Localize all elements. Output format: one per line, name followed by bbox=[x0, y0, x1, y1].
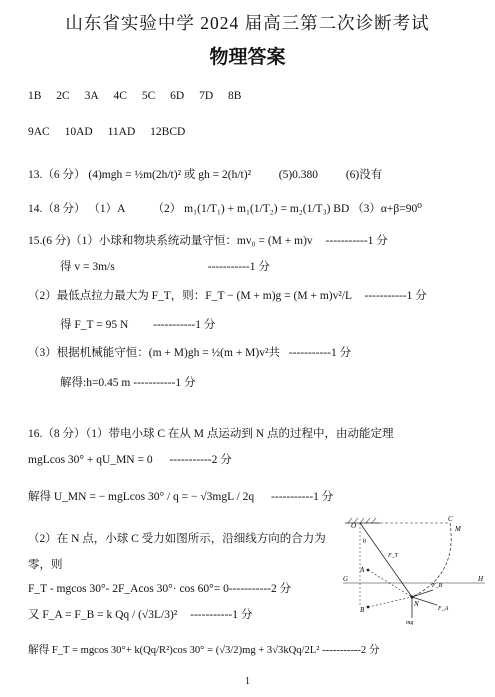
q14-label: 14.（8 分） bbox=[28, 203, 86, 215]
label-H: H bbox=[478, 575, 484, 583]
q16-line-6: F_T - mgcos 30°- 2F_Acos 30°· cos 60°= 0-----------2 分 bbox=[28, 583, 292, 595]
q16-line-1: 16.（8 分）（1）带电小球 C 在从 M 点运动到 N 点的过程中，由动能定理 bbox=[28, 428, 394, 440]
score-mark: -----------1 分 bbox=[288, 347, 352, 359]
score-mark: -----------2 分 bbox=[322, 645, 380, 656]
score-mark: -----------1 分 bbox=[271, 491, 334, 503]
label-C: C bbox=[448, 515, 453, 523]
answer-item: 11AD bbox=[107, 126, 136, 138]
label-A: A bbox=[360, 566, 365, 574]
label-mg: mg bbox=[406, 620, 414, 625]
label-theta: θ bbox=[363, 539, 366, 545]
label-O: O bbox=[351, 522, 357, 530]
q16-line-4: （2）在 N 点，小球 C 受力如图所示，沿细线方向的合力为 bbox=[28, 533, 326, 545]
q14-part3: （3）α+β=90⁰ bbox=[352, 203, 422, 215]
q15-line-2 bbox=[60, 258, 270, 274]
label-FB: F_B bbox=[432, 583, 443, 589]
label-G: G bbox=[343, 575, 349, 583]
q13-label: 13.（6 分） bbox=[28, 169, 86, 181]
q16-line-7 bbox=[28, 606, 252, 622]
q16-line-5: 零，则 bbox=[28, 559, 63, 571]
answer-item: 3A bbox=[84, 90, 99, 102]
score-mark: -----------1 分 bbox=[325, 235, 388, 247]
q15-line-5 bbox=[28, 344, 351, 360]
answer-item: 4C bbox=[113, 90, 127, 102]
answer-item: 8B bbox=[228, 90, 242, 102]
answer-item: 2C bbox=[56, 90, 70, 102]
answer-item: 5C bbox=[141, 90, 156, 102]
q15-line-6: 解得:h=0.45 m -----------1 分 bbox=[60, 377, 196, 389]
single-choice-answers bbox=[28, 90, 253, 102]
label-FT: F_T bbox=[388, 553, 399, 559]
q13-part5: (5)0.380 bbox=[278, 169, 319, 181]
q13-line bbox=[28, 166, 382, 182]
label-N: N bbox=[414, 600, 419, 608]
q16-text: mgLcos 30° + qU_MN = 0 bbox=[28, 454, 153, 466]
q16-line-2 bbox=[28, 451, 232, 467]
q15-line-1 bbox=[28, 232, 388, 248]
q15-text: 15.(6 分)（1）小球和物块系统动量守恒：mv₀ = (M + m)v bbox=[28, 235, 313, 247]
multi-choice-answers bbox=[28, 126, 197, 138]
q13-part4: (4)mgh = ½m(2h/t)² 或 gh = 2(h/t)² bbox=[88, 169, 252, 181]
force-diagram bbox=[340, 515, 490, 625]
q15-text: 得 F_T = 95 N bbox=[60, 319, 129, 331]
label-B: B bbox=[360, 606, 365, 614]
answer-item: 1B bbox=[28, 90, 42, 102]
q16-text: 又 F_A = F_B = k Qq / (√3L/3)² bbox=[28, 609, 178, 621]
answer-item: 6D bbox=[170, 90, 185, 102]
document-subtitle: 物理答案 bbox=[209, 46, 286, 68]
score-mark: -----------1 分 bbox=[153, 319, 216, 331]
score-mark: -----------1 分 bbox=[207, 261, 270, 273]
label-FA: F_A bbox=[438, 606, 449, 612]
q14-part2: （2） m₁(1/T₁) + m₁(1/T₂) = m₂(1/T₃) bbox=[152, 203, 331, 215]
answer-item: 9AC bbox=[28, 126, 50, 138]
answer-item: 10AD bbox=[64, 126, 93, 138]
q15-text: （3）根据机械能守恒：(m + M)gh = ½(m + M)v²共 bbox=[28, 347, 280, 359]
q13-part6: (6)没有 bbox=[345, 169, 383, 181]
q16-line-3 bbox=[28, 488, 333, 504]
page-number: 1 bbox=[245, 676, 250, 687]
score-mark: -----------1 分 bbox=[364, 290, 427, 302]
q14-part1: （1）A bbox=[88, 203, 125, 215]
answer-item: 7D bbox=[199, 90, 214, 102]
q16-text: 解得 U_MN = − mgLcos 30° / q = − √3mgL / 2q bbox=[28, 491, 255, 503]
q16-text: 解得 F_T = mgcos 30°+ k(Qq/R²)cos 30° = (√3/2)mg + 3√3kQq/2L² bbox=[28, 645, 320, 656]
q15-text: （2）最低点拉力最大为 F_T，则：F_T − (M + m)g = (M + m)v²/L bbox=[28, 290, 352, 302]
q14-line bbox=[28, 200, 422, 216]
q14-part2b: BD bbox=[333, 203, 350, 215]
label-M: M bbox=[455, 525, 461, 533]
q15-text: 得 v = 3m/s bbox=[60, 261, 115, 273]
q16-line-8 bbox=[28, 642, 379, 657]
page-title: 山东省实验中学 2024 届高三第二次诊断考试 bbox=[65, 13, 430, 33]
q15-line-3 bbox=[28, 287, 427, 303]
score-mark: -----------1 分 bbox=[190, 609, 253, 621]
answer-item: 12BCD bbox=[150, 126, 186, 138]
score-mark: -----------2 分 bbox=[169, 454, 232, 466]
q15-line-4 bbox=[60, 316, 215, 332]
